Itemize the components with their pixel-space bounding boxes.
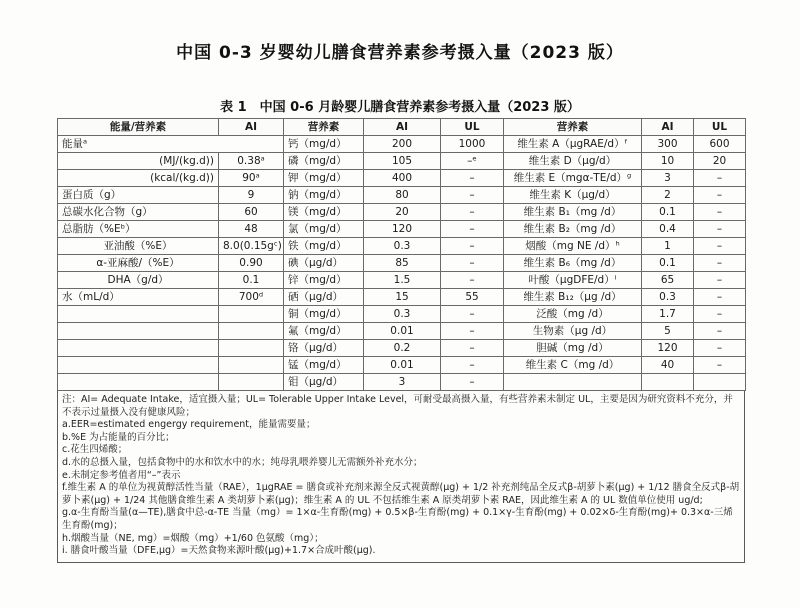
header-nutrient-3: 营养素	[504, 119, 642, 136]
table-cell: 维生素 C（mg /d）	[504, 357, 642, 374]
header-ai-3: AI	[642, 119, 694, 136]
table-cell: 400	[364, 170, 441, 187]
table-cell: 3	[364, 374, 441, 391]
table-row	[58, 323, 746, 340]
table-cell: 叶酸（μgDFE/d）ⁱ	[504, 272, 642, 289]
table-row	[58, 357, 746, 374]
table-cell: 水（mL/d）	[58, 289, 219, 306]
table-cell: 泛酸（mg /d）	[504, 306, 642, 323]
table-cell: 维生素 D（μg/d）	[504, 153, 642, 170]
table-cell: 105	[364, 153, 441, 170]
table-cell: 300	[642, 136, 694, 153]
header-ul-3: UL	[694, 119, 746, 136]
footnotes-box	[57, 391, 745, 563]
table-cell-empty	[58, 374, 219, 391]
table-row	[58, 153, 746, 170]
table-cell: –	[694, 357, 746, 374]
table-cell: 能量ᵃ	[58, 136, 284, 153]
table-cell: 9	[219, 187, 284, 204]
table-cell-empty	[58, 340, 219, 357]
table-row	[58, 306, 746, 323]
table-cell-empty	[694, 374, 746, 391]
table-cell: –	[694, 289, 746, 306]
table-cell: 90ᵃ	[219, 170, 284, 187]
table-cell-empty	[219, 340, 284, 357]
table-row	[58, 289, 746, 306]
table-cell: –	[441, 255, 504, 272]
header-nutrient-2: 营养素	[284, 119, 364, 136]
table-cell: 钙（mg/d）	[284, 136, 364, 153]
table-cell: 铜（mg/d）	[284, 306, 364, 323]
table-cell: (kcal/(kg.d))	[58, 170, 219, 187]
table-cell: α-亚麻酸/（%E）	[58, 255, 219, 272]
table-cell: –	[441, 272, 504, 289]
table-cell-empty	[642, 374, 694, 391]
table-caption: 表 1 中国 0-6 月龄婴儿膳食营养素参考摄入量（2023 版）	[220, 100, 580, 115]
table-cell: 60	[219, 204, 284, 221]
table-row	[58, 272, 746, 289]
table-row	[58, 255, 746, 272]
table-cell: 维生素 A（μgRAE/d）ᶠ	[504, 136, 642, 153]
table-cell: 55	[441, 289, 504, 306]
table-cell: –	[441, 204, 504, 221]
table-cell: 0.3	[642, 289, 694, 306]
table-cell: 1.5	[364, 272, 441, 289]
table-cell: 蛋白质（g）	[58, 187, 219, 204]
table-cell: –	[694, 323, 746, 340]
table-header-row	[58, 119, 746, 136]
header-ul-2: UL	[441, 119, 504, 136]
table-cell: (MJ/(kg.d))	[58, 153, 219, 170]
table-cell: 20	[694, 153, 746, 170]
table-cell: 镁（mg/d）	[284, 204, 364, 221]
table-cell: –	[441, 357, 504, 374]
table-cell: 3	[642, 170, 694, 187]
table-cell: 0.3	[364, 238, 441, 255]
table-cell: –	[441, 306, 504, 323]
table-cell: –ᵉ	[441, 153, 504, 170]
table-cell: 0.01	[364, 323, 441, 340]
table-cell: DHA（g/d）	[58, 272, 219, 289]
table-row	[58, 238, 746, 255]
table-cell: 总脂肪（%Eᵇ）	[58, 221, 219, 238]
table-cell: 烟酸（mg NE /d）ʰ	[504, 238, 642, 255]
footnote-line: f.维生素 A 的单位为视黄醇活性当量（RAE），1μgRAE = 膳食或补充剂来源全反式视黄醇(μg) + 1/2 补充剂纯品全反式β-胡萝卜素(μg) + 1/12 膳食全反式β-胡萝卜素(μg) + 1/24 其他膳食维生素 A 类胡萝卜素(μg)；维生素 A 的 UL 不包括维生素 A 原类胡萝卜素 RAE，因此维生素 A 的 UL 数值单位使用 ug/d;	[62, 482, 740, 506]
table-cell: 15	[364, 289, 441, 306]
table-cell: 维生素 E（mgα-TE/d）ᵍ	[504, 170, 642, 187]
table-cell-empty	[219, 357, 284, 374]
table-cell: 0.01	[364, 357, 441, 374]
table-cell-empty	[504, 374, 642, 391]
table-cell: 铁（mg/d）	[284, 238, 364, 255]
table-row	[58, 374, 746, 391]
header-ai-2: AI	[364, 119, 441, 136]
table-cell: 85	[364, 255, 441, 272]
table-cell: 硒（μg/d）	[284, 289, 364, 306]
nutrient-table	[57, 118, 746, 391]
table-cell: 锌（mg/d）	[284, 272, 364, 289]
table-cell: 600	[694, 136, 746, 153]
table-cell: 80	[364, 187, 441, 204]
table-cell: –	[441, 170, 504, 187]
table-cell: 0.38ᵃ	[219, 153, 284, 170]
document-title: 中国 0-3 岁婴幼儿膳食营养素参考摄入量（2023 版）	[176, 43, 624, 63]
table-cell: –	[694, 340, 746, 357]
table-row	[58, 187, 746, 204]
table-cell: 200	[364, 136, 441, 153]
table-cell: 0.2	[364, 340, 441, 357]
table-cell: 0.1	[642, 255, 694, 272]
table-cell-empty	[219, 323, 284, 340]
table-cell: 胆碱（mg /d）	[504, 340, 642, 357]
table-cell-empty	[219, 374, 284, 391]
table-row	[58, 340, 746, 357]
table-cell: 20	[364, 204, 441, 221]
table-cell: –	[694, 238, 746, 255]
table-cell-empty	[219, 306, 284, 323]
table-row	[58, 221, 746, 238]
table-cell: –	[694, 306, 746, 323]
table-cell-empty	[58, 357, 219, 374]
table-cell: 铬（μg/d）	[284, 340, 364, 357]
table-cell: 钼（μg/d）	[284, 374, 364, 391]
table-cell: 48	[219, 221, 284, 238]
table-cell: 120	[364, 221, 441, 238]
table-cell: 120	[642, 340, 694, 357]
table-cell-empty	[58, 323, 219, 340]
table-cell: 65	[642, 272, 694, 289]
table-cell: 维生素 B₁₂（μg /d）	[504, 289, 642, 306]
table-cell: –	[441, 323, 504, 340]
footnote-line: b.%E 为占能量的百分比；	[62, 431, 175, 443]
footnote-line: g.α-生育酚当量(α—TE),膳食中总-α-TE 当量（mg）= 1×α-生育酚(mg) + 0.5×β-生育酚(mg) + 0.1×γ-生育酚(mg) + 0.02×δ-生育酚(mg)+ 0.3×α-三烯生育酚(mg)；	[62, 507, 733, 531]
footnote-line: e.未制定参考值者用“–”表示	[62, 469, 181, 481]
footnote-line: a.EER=estimated engergy requirement，能量需要量；	[62, 419, 316, 431]
table-cell: 维生素 B₂（mg /d）	[504, 221, 642, 238]
table-cell: 700ᵈ	[219, 289, 284, 306]
table-cell: 氯（mg/d）	[284, 221, 364, 238]
table-cell: –	[694, 187, 746, 204]
footnote-line: h.烟酸当量（NE, mg）=烟酸（mg）+1/60 色氨酸（mg）；	[62, 532, 324, 544]
table-cell: 8.0(0.15gᶜ)	[219, 238, 284, 255]
table-cell-empty	[58, 306, 219, 323]
header-ai-1: AI	[219, 119, 284, 136]
table-cell: 0.90	[219, 255, 284, 272]
table-cell: –	[694, 204, 746, 221]
table-cell: –	[441, 187, 504, 204]
table-cell: 钾（mg/d）	[284, 170, 364, 187]
table-cell: 5	[642, 323, 694, 340]
footnote-line: c.花生四烯酸；	[62, 444, 128, 456]
table-cell: 0.1	[642, 204, 694, 221]
table-cell: 总碳水化合物（g）	[58, 204, 219, 221]
table-cell: 维生素 B₆（mg /d）	[504, 255, 642, 272]
footnote-line: i. 膳食叶酸当量（DFE,μg）=天然食物来源叶酸(μg)+1.7×合成叶酸(μg).	[62, 545, 376, 557]
table-cell: –	[694, 272, 746, 289]
table-row	[58, 170, 746, 187]
table-cell: 0.4	[642, 221, 694, 238]
table-cell: 0.3	[364, 306, 441, 323]
table-cell: 维生素 K（μg/d）	[504, 187, 642, 204]
table-cell: –	[694, 170, 746, 187]
table-cell: 40	[642, 357, 694, 374]
table-cell: 锰（mg/d）	[284, 357, 364, 374]
table-cell: 氟（mg/d）	[284, 323, 364, 340]
table-cell: 维生素 B₁（mg /d）	[504, 204, 642, 221]
table-cell: 生物素（μg /d）	[504, 323, 642, 340]
table-cell: 0.1	[219, 272, 284, 289]
table-cell: –	[694, 221, 746, 238]
table-cell: 钠（mg/d）	[284, 187, 364, 204]
table-cell: –	[441, 374, 504, 391]
footnote-line: 注：AI= Adequate Intake，适宜摄入量；UL= Tolerable Upper Intake Level，可耐受最高摄入量，有些营养素未制定 UL，主要是因为研究资料不充分，并不表示过量摄入没有健康风险；	[62, 394, 733, 418]
footnote-line: d.水的总摄入量，包括食物中的水和饮水中的水；纯母乳喂养婴儿无需额外补充水分；	[62, 456, 423, 468]
table-cell: –	[694, 255, 746, 272]
table-cell: 碘（μg/d）	[284, 255, 364, 272]
header-energy-nutrient: 能量/营养素	[58, 119, 219, 136]
table-cell: 10	[642, 153, 694, 170]
table-row	[58, 204, 746, 221]
table-cell: –	[441, 238, 504, 255]
table-cell: 1	[642, 238, 694, 255]
table-cell: 2	[642, 187, 694, 204]
table-cell: 磷（mg/d）	[284, 153, 364, 170]
table-row	[58, 136, 746, 153]
table-cell: 亚油酸（%E）	[58, 238, 219, 255]
table-cell: 1.7	[642, 306, 694, 323]
table-cell: –	[441, 221, 504, 238]
table-cell: –	[441, 340, 504, 357]
table-cell: 1000	[441, 136, 504, 153]
